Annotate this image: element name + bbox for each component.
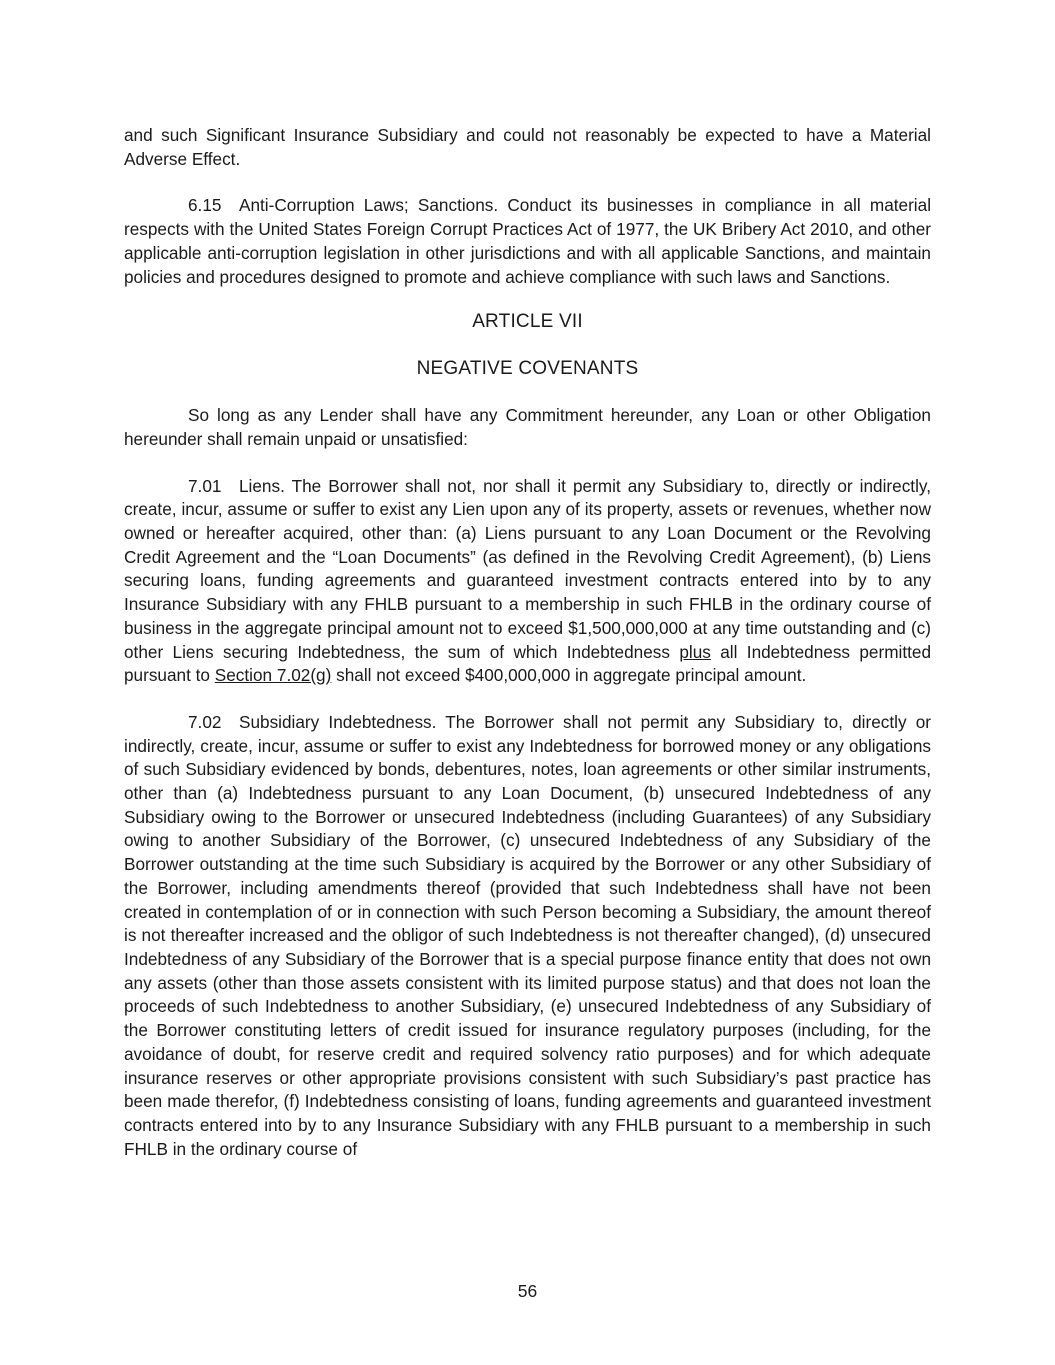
article-subheading: NEGATIVE COVENANTS bbox=[416, 358, 639, 380]
section-7-01-body-part3: shall not exceed $400,000,000 in aggregate principal amount. bbox=[336, 665, 807, 686]
section-7-01-paragraph bbox=[124, 475, 931, 688]
section-7-02-body: The Borrower shall not permit any Subsidiary to, directly or indirectly, create, incur, assume or suffer to exist any Indebtedness for borrowed money or any obligations of such Subsidiary evidenced by bonds, debentures, notes, loan agreements or other similar instruments, other than (a) Indebtedness pursuant to any Loan Document, (b) unsecured Indebtedness of any Subsidiary owing to the Borrower or unsecured Indebtedness (including Guarantees) of any Subsidiary owing to another Subsidiary of the Borrower, (c) unsecured Indebtedness of any Subsidiary of the Borrower outstanding at the time such Subsidiary is acquired by the Borrower or any other Subsidiary of the Borrower, including amendments thereof (provided that such Indebtedness shall have not been created in contemplation of or in connection with such Person becoming a Subsidiary, the amount thereof is not thereafter increased and the obligor of such Indebtedness is not thereafter changed), (d) unsecured Indebtedness of any Subsidiary of the Borrower that is a special purpose finance entity that does not own any assets (other than those assets consistent with its limited purpose status) and that does not loan the proceeds of such Indebtedness to another Subsidiary, (e) unsecured Indebtedness of any Subsidiary of the Borrower constituting letters of credit issued for insurance regulatory purposes (including, for the avoidance of doubt, for reserve credit and required solvency ratio purposes) and for which adequate insurance reserves or other appropriate provisions consistent with such Subsidiary’s past practice has been made therefor, (f) Indebtedness consisting of loans, funding agreements and guaranteed investment contracts entered into by to any Insurance Subsidiary with any FHLB pursuant to a membership in such FHLB in the ordinary course of bbox=[124, 711, 932, 1159]
section-6-15-paragraph bbox=[124, 194, 931, 289]
page-number: 56 bbox=[517, 1281, 538, 1301]
intro-paragraph: So long as any Lender shall have any Commitment hereunder, any Loan or other Obligation hereunder shall remain unpaid or unsatisfied: bbox=[124, 405, 931, 449]
document-page bbox=[124, 124, 931, 1161]
section-7-02-title: Subsidiary Indebtedness. bbox=[239, 711, 437, 732]
section-7-01-number: 7.01 bbox=[188, 475, 222, 496]
section-6-15-body: Conduct its businesses in compliance in all material respects with the United States Foreign Corrupt Practices Act of 1977, the UK Bribery Act 2010, and other applicable anti-corruption legislation in other jurisdictions and with all applicable Sanctions, and maintain policies and procedures designed to promote and achieve compliance with such laws and Sanctions. bbox=[124, 195, 932, 287]
plus-underlined-word: plus bbox=[679, 641, 711, 662]
section-6-15-number: 6.15 bbox=[188, 195, 222, 216]
section-7-02-number: 7.02 bbox=[188, 711, 222, 732]
section-7-02-paragraph bbox=[124, 711, 931, 1161]
article-heading: ARTICLE VII bbox=[472, 311, 583, 333]
section-7-01-body-part1: The Borrower shall not, nor shall it permit any Subsidiary to, directly or indirectly, create, incur, assume or suffer to exist any Lien upon any of its property, assets or revenues, whether now owned or hereafter acquired, other than: (a) Liens pursuant to any Loan Document or the Revolving Credit Agreement and the “Loan Documents” (as defined in the Revolving Credit Agreement), (b) Liens securing loans, funding agreements and guaranteed investment contracts entered into by to any Insurance Subsidiary with any FHLB pursuant to a membership in such FHLB in the ordinary course of business in the aggregate principal amount not to exceed $1,500,000,000 at any time outstanding and (c) other Liens securing Indebtedness, the sum of which Indebtedness bbox=[124, 475, 931, 662]
section-7-01-title: Liens. bbox=[239, 475, 285, 496]
section-6-15-title: Anti-Corruption Laws; Sanctions. bbox=[239, 195, 499, 216]
section-7-01-body-part2: all Indebtedness permitted pursuant to bbox=[124, 641, 932, 686]
continuation-paragraph: and such Significant Insurance Subsidiary and could not reasonably be expected to have a Material Adverse Effect. bbox=[124, 125, 931, 169]
section-7-02g-reference: Section 7.02(g) bbox=[214, 665, 332, 686]
